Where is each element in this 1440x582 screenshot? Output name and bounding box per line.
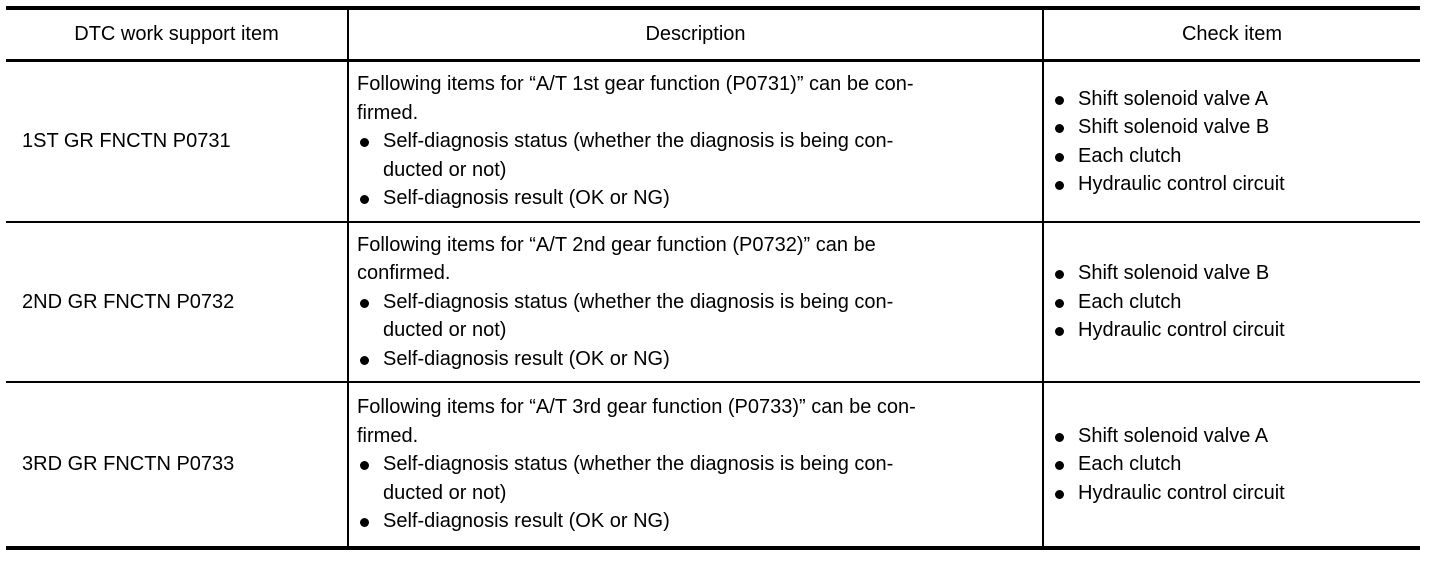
check-item-text: Shift solenoid valve B [1078, 262, 1270, 285]
bullet-dot-icon [360, 299, 369, 308]
bullet-dot-icon [360, 461, 369, 470]
check-item-cell [1043, 382, 1420, 548]
check-item [1052, 142, 1412, 171]
description-bullet-item [357, 450, 1026, 507]
bullet-dot-icon [1055, 299, 1064, 308]
table-row [6, 382, 1420, 548]
check-item-text: Each clutch [1078, 144, 1182, 167]
check-item-text: Shift solenoid valve B [1078, 116, 1270, 138]
check-item-text: Hydraulic control circuit [1078, 319, 1285, 342]
description-bullet-item [357, 507, 1026, 536]
check-item [1052, 288, 1412, 317]
check-item-cell [1043, 222, 1420, 382]
description-bullet-text: Self-diagnosis status (whether the diagnosis is being con- ducted or not) [383, 290, 894, 342]
description-cell [348, 382, 1043, 548]
description-lead: Following items for “A/T 3rd gear function (P0733)” can be con- firmed. [357, 396, 916, 447]
check-item-text: Shift solenoid valve A [1078, 424, 1269, 447]
check-item-text: Hydraulic control circuit [1078, 481, 1285, 504]
bullet-dot-icon [1055, 181, 1064, 190]
description-bullet-item [357, 345, 1026, 374]
table-header-row [6, 8, 1420, 61]
description-bullet-item [357, 184, 1026, 213]
check-item-list [1052, 259, 1412, 345]
bullet-dot-icon [1055, 270, 1064, 279]
check-item [1052, 170, 1412, 199]
table-row [6, 222, 1420, 382]
check-item-list [1052, 422, 1412, 508]
check-item [1052, 479, 1412, 508]
check-item [1052, 113, 1412, 142]
bullet-dot-icon [1055, 96, 1064, 105]
check-item-list [1052, 85, 1412, 199]
check-item [1052, 422, 1412, 451]
dtc-item-cell: 2ND GR FNCTN P0732 [6, 222, 348, 382]
description-bullet-text: Self-diagnosis result (OK or NG) [383, 510, 670, 533]
bullet-dot-icon [1055, 153, 1064, 162]
check-item-text: Each clutch [1078, 453, 1182, 476]
description-bullet-item [357, 288, 1026, 345]
description-lead: Following items for “A/T 1st gear function (P0731)” can be con- firmed. [357, 73, 914, 124]
description-lead: Following items for “A/T 2nd gear function (P0732)” can be confirmed. [357, 233, 876, 285]
dtc-item-cell: 1ST GR FNCTN P0731 [6, 61, 348, 223]
check-item-text: Shift solenoid valve A [1078, 87, 1269, 110]
description-cell [348, 222, 1043, 382]
check-item-text: Hydraulic control circuit [1078, 173, 1285, 195]
header-check-item: Check item [1043, 8, 1420, 61]
check-item-text: Each clutch [1078, 290, 1182, 313]
header-description: Description [348, 8, 1043, 61]
dtc-work-support-table-wrapper [6, 6, 1420, 550]
bullet-dot-icon [360, 518, 369, 527]
check-item [1052, 316, 1412, 345]
bullet-dot-icon [1055, 490, 1064, 499]
check-item [1052, 85, 1412, 114]
bullet-dot-icon [360, 356, 369, 365]
description-bullet-list [357, 127, 1026, 213]
description-bullet-text: Self-diagnosis result (OK or NG) [383, 187, 670, 210]
description-bullet-text: Self-diagnosis status (whether the diagnosis is being con- ducted or not) [383, 453, 894, 504]
bullet-dot-icon [1055, 433, 1064, 442]
check-item [1052, 259, 1412, 288]
dtc-work-support-table [6, 6, 1420, 550]
bullet-dot-icon [1055, 124, 1064, 133]
description-cell [348, 61, 1043, 223]
check-item-cell [1043, 61, 1420, 223]
bullet-dot-icon [360, 195, 369, 204]
table-row [6, 61, 1420, 223]
description-bullet-list [357, 288, 1026, 374]
bullet-dot-icon [1055, 461, 1064, 470]
bullet-dot-icon [1055, 327, 1064, 336]
check-item [1052, 450, 1412, 479]
header-dtc-work-support-item: DTC work support item [6, 8, 348, 61]
dtc-item-cell: 3RD GR FNCTN P0733 [6, 382, 348, 548]
description-bullet-list [357, 450, 1026, 536]
description-bullet-item [357, 127, 1026, 184]
description-bullet-text: Self-diagnosis result (OK or NG) [383, 347, 670, 370]
bullet-dot-icon [360, 138, 369, 147]
description-bullet-text: Self-diagnosis status (whether the diagnosis is being con- ducted or not) [383, 130, 894, 181]
